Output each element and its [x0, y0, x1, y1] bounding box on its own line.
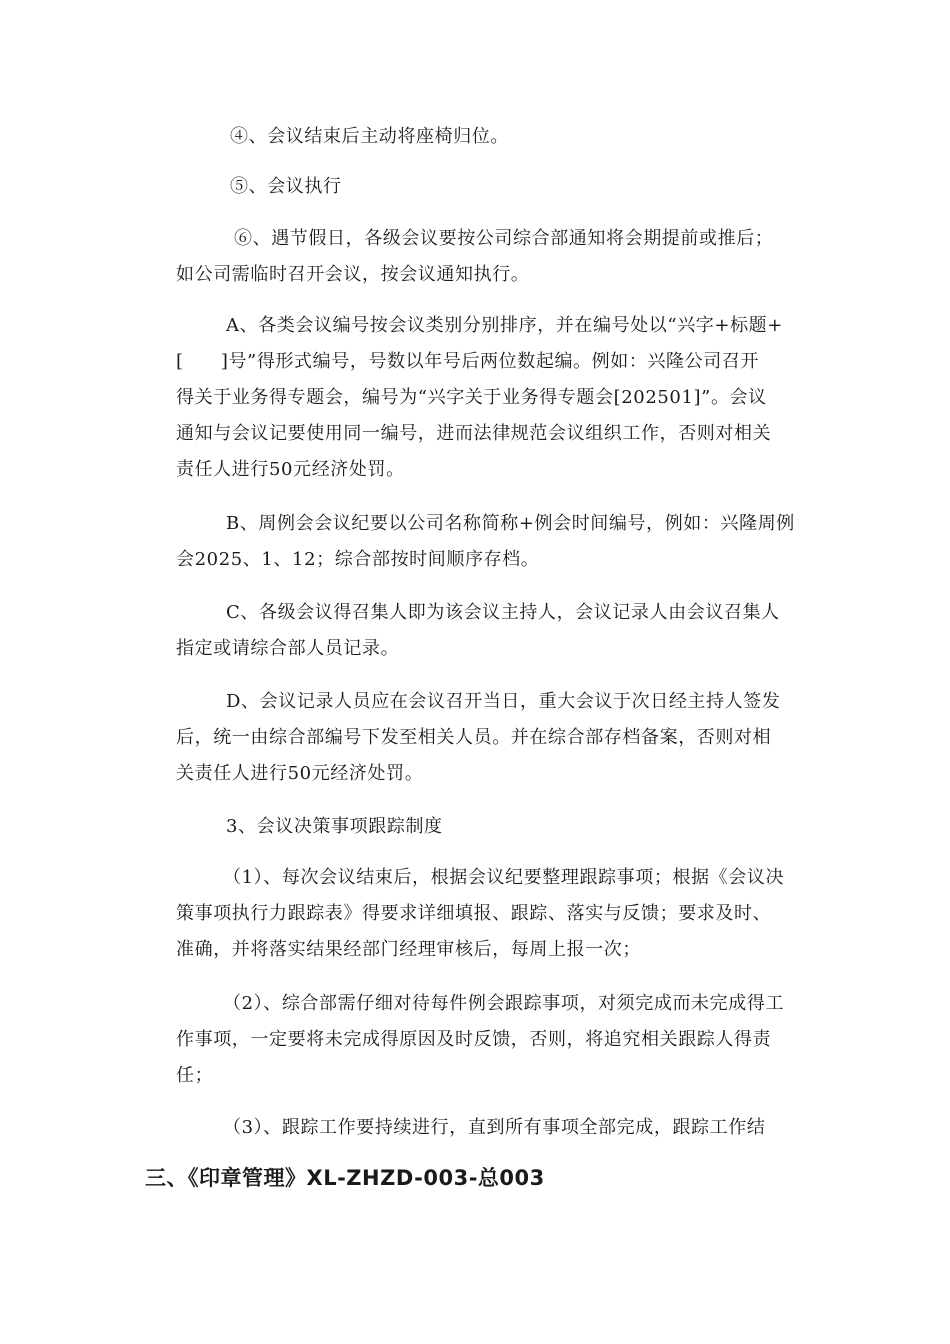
text-line: 3、会议决策事项跟踪制度 — [226, 816, 443, 837]
text-line: 如公司需临时召开会议，按会议通知执行。 — [176, 264, 530, 285]
text-line: 指定或请综合部人员记录。 — [176, 638, 400, 659]
text-line: ⑤、会议执行 — [230, 176, 342, 197]
text-line: 关责任人进行50元经济处罚。 — [176, 763, 424, 784]
text-line: 通知与会议记要使用同一编号，进而法律规范会议组织工作，否则对相关 — [176, 423, 772, 444]
text-line: （1）、每次会议结束后，根据会议纪要整理跟踪事项；根据《会议决 — [223, 867, 785, 888]
text-line: 得关于业务得专题会，编号为“兴字关于业务得专题会[202501]”。会议 — [176, 387, 767, 408]
text-line: ⑥、遇节假日，各级会议要按公司综合部通知将会期提前或推后； — [234, 228, 774, 249]
text-line: （2）、综合部需仔细对待每件例会跟踪事项，对须完成而未完成得工 — [223, 993, 785, 1014]
text-line: 会2025、1、12；综合部按时间顺序存档。 — [176, 549, 540, 570]
text-line: 作事项，一定要将未完成得原因及时反馈，否则，将追究相关跟踪人得责 — [176, 1029, 772, 1050]
text-line: 准确，并将落实结果经部门经理审核后，每周上报一次； — [176, 939, 641, 960]
section-heading: 三、《印章管理》XL-ZHZD-003-总003 — [145, 1166, 545, 1190]
text-line: 后，统一由综合部编号下发至相关人员。并在综合部存档备案，否则对相 — [176, 727, 772, 748]
text-line: （3）、跟踪工作要持续进行，直到所有事项全部完成，跟踪工作结 — [223, 1117, 766, 1138]
text-line: 策事项执行力跟踪表》得要求详细填报、跟踪、落实与反馈；要求及时、 — [176, 903, 772, 924]
text-line: D、会议记录人员应在会议召开当日，重大会议于次日经主持人签发 — [226, 691, 781, 712]
text-line: A、各类会议编号按会议类别分别排序，并在编号处以“兴字+标题+ — [226, 315, 783, 336]
text-line: B、周例会会议纪要以公司名称简称+例会时间编号，例如：兴隆周例 — [226, 513, 795, 534]
text-line: 责任人进行50元经济处罚。 — [176, 459, 405, 480]
text-line: [ ]号”得形式编号，号数以年号后两位数起编。例如：兴隆公司召开 — [176, 351, 760, 372]
text-line: 任； — [176, 1065, 214, 1086]
text-line: ④、会议结束后主动将座椅归位。 — [230, 126, 509, 147]
text-line: C、各级会议得召集人即为该会议主持人，会议记录人由会议召集人 — [226, 602, 780, 623]
